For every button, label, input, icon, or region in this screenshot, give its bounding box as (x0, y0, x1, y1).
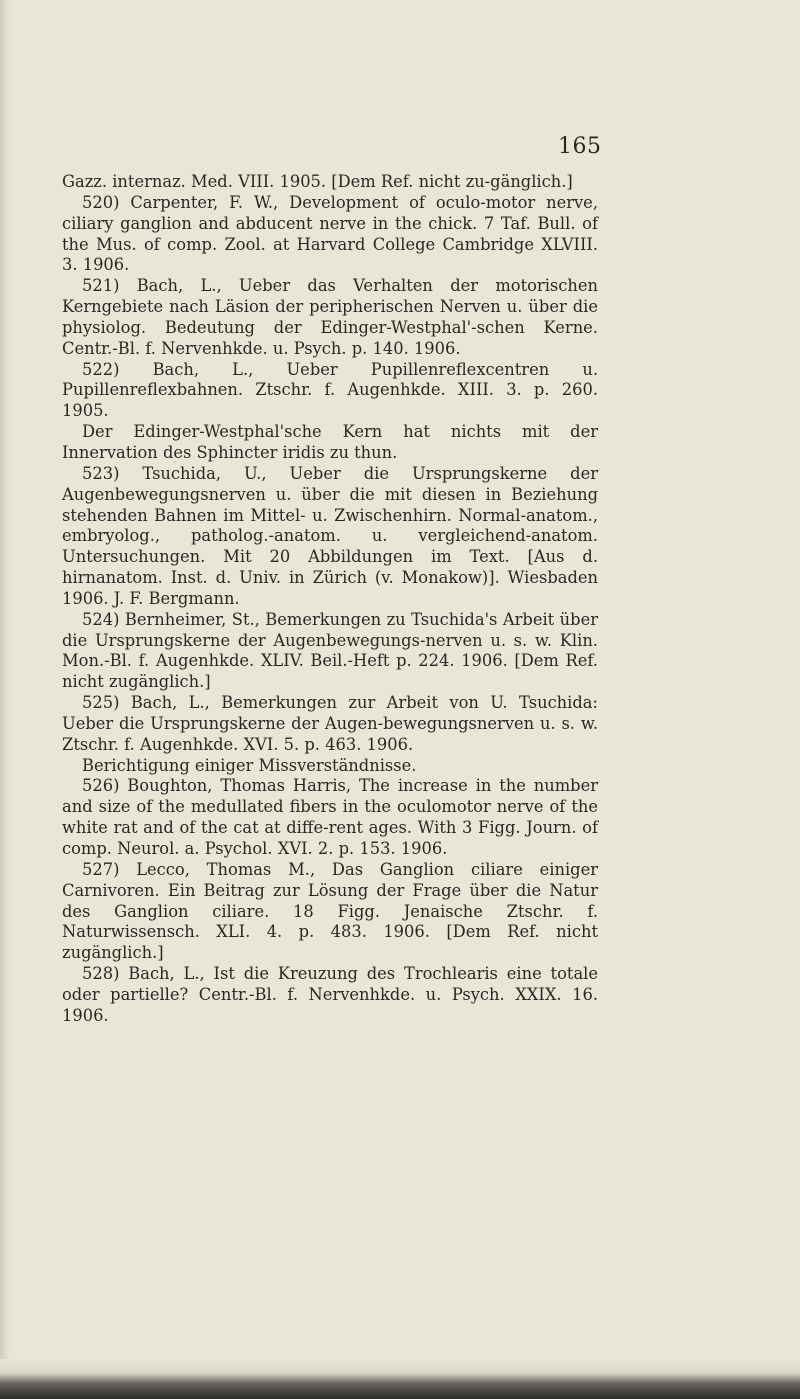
entry-526: 526) Boughton, Thomas Harris, The increase in the number and size of the medullated fibers in the oculomotor nerve of the white rat and of the cat at diffe-rent ages. With 3 Figg. Journ. of comp. Neurol. a. Psychol. XVI. 2. p. 153. 1906. (62, 776, 598, 858)
entry-525-summary: Berichtigung einiger Missverständnisse. (82, 755, 417, 775)
entry-523: 523) Tsuchida, U., Ueber die Ursprungskerne der Augenbewegungsnerven u. über die mit diesen in Beziehung stehenden Bahnen im Mittel- u. Zwischenhirn. Normal-anatom., embryolog., patholog.-anatom. u. vergleichend-anatom. Untersuchungen. Mit 20 Abbildungen im Text. [Aus d. hirnanatom. Inst. d. Univ. in Zürich (v. Monakow)]. Wiesbaden 1906. J. F. Bergmann. (62, 463, 598, 608)
entry-527: 527) Lecco, Thomas M., Das Ganglion ciliare einiger Carnivoren. Ein Beitrag zur Lösung der Frage über die Natur des Ganglion ciliare. 18 Figg. Jenaische Ztschr. f. Naturwissensch. XLI. 4. p. 483. 1906. [Dem Ref. nicht zugänglich.] (62, 859, 598, 963)
left-page-shadow (0, 0, 10, 1399)
entry-522: 522) Bach, L., Ueber Pupillenreflexcentren u. Pupillenreflexbahnen. Ztschr. f. Augenhkde. XIII. 3. p. 260. 1905. (62, 359, 598, 421)
bibliography-column (62, 172, 598, 1027)
entry-522-summary: Der Edinger-Westphal'sche Kern hat nichts mit der Innervation des Sphincter iridis zu thun. (62, 422, 598, 462)
entry-520: 520) Carpenter, F. W., Development of oculo-motor nerve, ciliary ganglion and abducent nerve in the chick. 7 Taf. Bull. of the Mus. of comp. Zool. at Harvard College Cambridge XLVIII. 3. 1906. (62, 192, 598, 275)
entry-528: 528) Bach, L., Ist die Kreuzung des Trochlearis eine totale oder partielle? Centr.-Bl. f. Nervenhkde. u. Psych. XXIX. 16. 1906. (62, 964, 598, 1025)
page-number: 165 (558, 134, 602, 159)
entry-521: 521) Bach, L., Ueber das Verhalten der motorischen Kerngebiete nach Läsion der peripherischen Nerven u. über die physiolog. Bedeutung der Edinger-Westphal'-schen Kerne. Centr.-Bl. f. Nervenhkde. u. Psych. p. 140. 1906. (62, 276, 598, 358)
entry-525: 525) Bach, L., Bemerkungen zur Arbeit von U. Tsuchida: Ueber die Ursprungskerne der Augen-bewegungsnerven u. s. w. Ztschr. f. Augenhkde. XVI. 5. p. 463. 1906. (62, 693, 598, 754)
scan-bottom-edge (0, 1359, 800, 1399)
entry-continuation: Gazz. internaz. Med. VIII. 1905. [Dem Ref. nicht zu-gänglich.] (62, 172, 573, 191)
entry-524: 524) Bernheimer, St., Bemerkungen zu Tsuchida's Arbeit über die Ursprungskerne der Augenbewegungs-nerven u. s. w. Klin. Mon.-Bl. f. Augenhkde. XLIV. Beil.-Heft p. 224. 1906. [Dem Ref. nicht zugänglich.] (62, 609, 598, 692)
